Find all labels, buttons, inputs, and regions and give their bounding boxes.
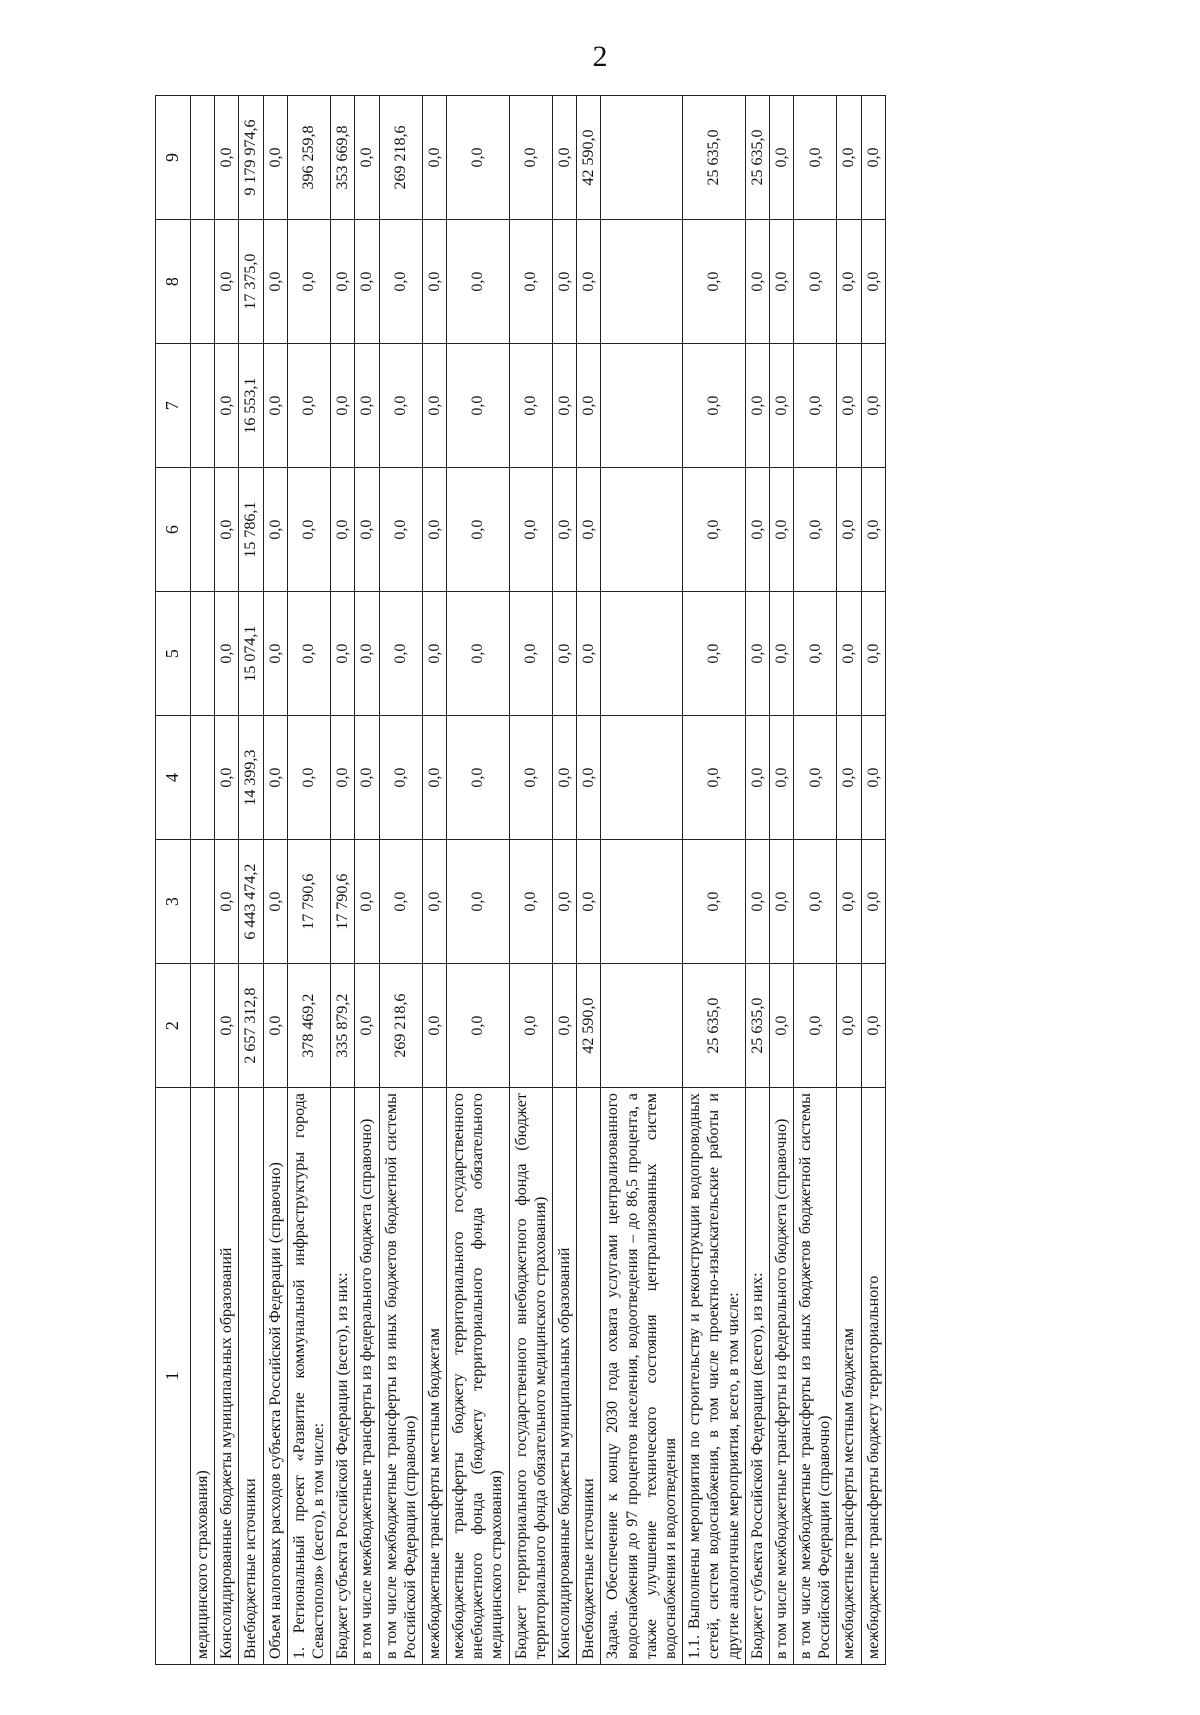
- value-cell: 0,0: [509, 964, 552, 1088]
- value-cell: 0,0: [837, 344, 861, 468]
- value-cell: 15 074,1: [239, 592, 263, 716]
- value-cell: 0,0: [577, 716, 601, 840]
- value-cell: 0,0: [215, 964, 239, 1088]
- table-body: [156, 96, 886, 1665]
- value-cell: 0,0: [577, 840, 601, 964]
- value-cell: 0,0: [861, 716, 885, 840]
- value-cell: [191, 96, 215, 220]
- value-cell: 14 399,3: [239, 716, 263, 840]
- value-cell: 0,0: [837, 964, 861, 1088]
- value-cell: 269 218,6: [379, 964, 422, 1088]
- value-cell: 0,0: [331, 468, 355, 592]
- value-cell: [601, 840, 683, 964]
- value-cell: 0,0: [769, 468, 793, 592]
- value-cell: 0,0: [577, 592, 601, 716]
- header-cell: 7: [156, 344, 191, 468]
- value-cell: 396 259,8: [287, 96, 330, 220]
- value-cell: 0,0: [553, 220, 577, 344]
- value-cell: [191, 220, 215, 344]
- value-cell: 0,0: [355, 344, 379, 468]
- value-cell: [601, 716, 683, 840]
- value-cell: [191, 716, 215, 840]
- table-row: [331, 96, 355, 1665]
- value-cell: 0,0: [745, 592, 769, 716]
- value-cell: 0,0: [447, 964, 510, 1088]
- value-cell: 0,0: [422, 964, 446, 1088]
- value-cell: 15 786,1: [239, 468, 263, 592]
- table-row: [861, 96, 885, 1665]
- table-row: [553, 96, 577, 1665]
- value-cell: [601, 220, 683, 344]
- value-cell: 0,0: [287, 220, 330, 344]
- header-cell: 1: [156, 1088, 191, 1665]
- value-cell: 0,0: [379, 468, 422, 592]
- table-row: [601, 96, 683, 1665]
- page-number: 2: [592, 40, 608, 73]
- value-cell: 0,0: [683, 220, 746, 344]
- value-cell: 0,0: [287, 716, 330, 840]
- value-cell: 0,0: [794, 344, 837, 468]
- value-cell: 0,0: [447, 344, 510, 468]
- value-cell: 0,0: [794, 592, 837, 716]
- value-cell: 0,0: [331, 220, 355, 344]
- value-cell: 0,0: [794, 96, 837, 220]
- table-row: [355, 96, 379, 1665]
- row-label: Бюджет территориального государственного внебюджетного фонда (бюджет территориального фонда обязательного медицинского страхования): [509, 1088, 552, 1665]
- value-cell: 0,0: [794, 468, 837, 592]
- row-label: в том числе межбюджетные трансферты из иных бюджетов бюджетной системы Российской Федерации (справочно): [379, 1088, 422, 1665]
- value-cell: 0,0: [509, 468, 552, 592]
- value-cell: 0,0: [509, 592, 552, 716]
- value-cell: 0,0: [287, 344, 330, 468]
- row-label: Внебюджетные источники: [239, 1088, 263, 1665]
- value-cell: 0,0: [447, 592, 510, 716]
- value-cell: 17 790,6: [331, 840, 355, 964]
- value-cell: 0,0: [837, 468, 861, 592]
- value-cell: 0,0: [447, 220, 510, 344]
- row-label: в том числе межбюджетные трансферты из федерального бюджета (справочно): [355, 1088, 379, 1665]
- value-cell: 269 218,6: [379, 96, 422, 220]
- value-cell: 0,0: [837, 840, 861, 964]
- value-cell: 16 553,1: [239, 344, 263, 468]
- value-cell: 0,0: [422, 592, 446, 716]
- value-cell: 0,0: [215, 716, 239, 840]
- row-label: межбюджетные трансферты бюджету территориального государственного внебюджетного фонда (бюджету территориального фонда обязательного медицинского страхования): [447, 1088, 510, 1665]
- table-row: [263, 96, 287, 1665]
- value-cell: [601, 344, 683, 468]
- row-label: Бюджет субъекта Российской Федерации (всего), из них:: [331, 1088, 355, 1665]
- value-cell: 0,0: [509, 716, 552, 840]
- value-cell: 0,0: [379, 592, 422, 716]
- value-cell: 0,0: [683, 716, 746, 840]
- value-cell: 0,0: [355, 96, 379, 220]
- header-cell: 4: [156, 716, 191, 840]
- value-cell: 25 635,0: [683, 964, 746, 1088]
- row-label: межбюджетные трансферты местным бюджетам: [837, 1088, 861, 1665]
- table-row: [577, 96, 601, 1665]
- value-cell: 0,0: [769, 592, 793, 716]
- value-cell: 0,0: [769, 96, 793, 220]
- value-cell: 0,0: [447, 468, 510, 592]
- budget-table: [155, 95, 886, 1665]
- value-cell: [191, 840, 215, 964]
- value-cell: 0,0: [509, 840, 552, 964]
- value-cell: 25 635,0: [683, 96, 746, 220]
- header-cell: 6: [156, 468, 191, 592]
- value-cell: 0,0: [263, 716, 287, 840]
- value-cell: 0,0: [794, 220, 837, 344]
- value-cell: 0,0: [553, 840, 577, 964]
- value-cell: 0,0: [577, 468, 601, 592]
- value-cell: 0,0: [263, 220, 287, 344]
- value-cell: 335 879,2: [331, 964, 355, 1088]
- table-row: [837, 96, 861, 1665]
- value-cell: 6 443 474,2: [239, 840, 263, 964]
- value-cell: 0,0: [379, 840, 422, 964]
- value-cell: 0,0: [861, 468, 885, 592]
- table-row: [769, 96, 793, 1665]
- value-cell: 17 375,0: [239, 220, 263, 344]
- value-cell: 0,0: [837, 716, 861, 840]
- header-cell: 2: [156, 964, 191, 1088]
- value-cell: 0,0: [355, 468, 379, 592]
- value-cell: 0,0: [769, 220, 793, 344]
- value-cell: 0,0: [861, 964, 885, 1088]
- value-cell: 0,0: [215, 592, 239, 716]
- value-cell: 0,0: [263, 964, 287, 1088]
- table-row: [287, 96, 330, 1665]
- row-label: Задача. Обеспечение к концу 2030 года охвата услугами централизованного водоснабжения до 97 процентов населения, водоотведения – до 86,5 процента, а также улучшение технического состояния централизованных систем водоснабжения и водоотведения: [601, 1088, 683, 1665]
- value-cell: [601, 964, 683, 1088]
- value-cell: 9 179 974,6: [239, 96, 263, 220]
- value-cell: 0,0: [745, 468, 769, 592]
- table-row: [239, 96, 263, 1665]
- row-label: 1.1. Выполнены мероприятия по строительству и реконструкции водопроводных сетей, систем водоснабжения, в том числе проектно-изыскательские работы и другие аналогичные мероприятия, всего, в том числе:: [683, 1088, 746, 1665]
- value-cell: 0,0: [215, 344, 239, 468]
- value-cell: 0,0: [422, 468, 446, 592]
- value-cell: 378 469,2: [287, 964, 330, 1088]
- table-row: [794, 96, 837, 1665]
- value-cell: [191, 964, 215, 1088]
- value-cell: 0,0: [794, 716, 837, 840]
- table-row: [191, 96, 215, 1665]
- value-cell: 0,0: [422, 716, 446, 840]
- value-cell: 0,0: [861, 344, 885, 468]
- value-cell: 0,0: [379, 344, 422, 468]
- row-label: Бюджет субъекта Российской Федерации (всего), из них:: [745, 1088, 769, 1665]
- value-cell: 0,0: [683, 344, 746, 468]
- value-cell: 0,0: [331, 344, 355, 468]
- value-cell: 0,0: [553, 468, 577, 592]
- value-cell: 0,0: [794, 840, 837, 964]
- value-cell: 0,0: [683, 840, 746, 964]
- value-cell: 42 590,0: [577, 96, 601, 220]
- value-cell: 0,0: [215, 220, 239, 344]
- row-label: Объем налоговых расходов субъекта Российской Федерации (справочно): [263, 1088, 287, 1665]
- row-label: в том числе межбюджетные трансферты из федерального бюджета (справочно): [769, 1088, 793, 1665]
- value-cell: 2 657 312,8: [239, 964, 263, 1088]
- value-cell: 0,0: [509, 96, 552, 220]
- value-cell: 0,0: [447, 716, 510, 840]
- value-cell: 0,0: [509, 220, 552, 344]
- value-cell: 0,0: [683, 592, 746, 716]
- value-cell: 42 590,0: [577, 964, 601, 1088]
- value-cell: 0,0: [769, 840, 793, 964]
- value-cell: 0,0: [553, 964, 577, 1088]
- row-label: межбюджетные трансферты местным бюджетам: [422, 1088, 446, 1665]
- value-cell: 0,0: [553, 716, 577, 840]
- row-label: медицинского страхования): [191, 1088, 215, 1665]
- value-cell: 0,0: [745, 220, 769, 344]
- value-cell: 0,0: [553, 344, 577, 468]
- value-cell: 0,0: [422, 344, 446, 468]
- value-cell: [191, 344, 215, 468]
- value-cell: 17 790,6: [287, 840, 330, 964]
- value-cell: 25 635,0: [745, 96, 769, 220]
- value-cell: 0,0: [287, 468, 330, 592]
- value-cell: 0,0: [215, 96, 239, 220]
- table-row: [447, 96, 510, 1665]
- value-cell: 0,0: [769, 964, 793, 1088]
- table-row: [215, 96, 239, 1665]
- value-cell: 0,0: [837, 220, 861, 344]
- value-cell: 0,0: [355, 220, 379, 344]
- value-cell: [601, 96, 683, 220]
- value-cell: 0,0: [355, 592, 379, 716]
- value-cell: 0,0: [745, 840, 769, 964]
- value-cell: 0,0: [263, 840, 287, 964]
- value-cell: 0,0: [422, 220, 446, 344]
- value-cell: 0,0: [379, 220, 422, 344]
- value-cell: 0,0: [861, 840, 885, 964]
- value-cell: 0,0: [422, 96, 446, 220]
- value-cell: 0,0: [769, 344, 793, 468]
- value-cell: 25 635,0: [745, 964, 769, 1088]
- value-cell: 0,0: [447, 96, 510, 220]
- value-cell: 0,0: [355, 716, 379, 840]
- value-cell: 0,0: [355, 840, 379, 964]
- value-cell: 0,0: [263, 468, 287, 592]
- value-cell: 0,0: [287, 592, 330, 716]
- value-cell: 0,0: [215, 840, 239, 964]
- value-cell: 0,0: [837, 96, 861, 220]
- value-cell: 0,0: [422, 840, 446, 964]
- row-label: Внебюджетные источники: [577, 1088, 601, 1665]
- value-cell: 0,0: [577, 344, 601, 468]
- row-label: межбюджетные трансферты бюджету территориального: [861, 1088, 885, 1665]
- value-cell: [601, 592, 683, 716]
- value-cell: 0,0: [794, 964, 837, 1088]
- value-cell: 353 669,8: [331, 96, 355, 220]
- value-cell: [191, 468, 215, 592]
- value-cell: 0,0: [861, 220, 885, 344]
- value-cell: 0,0: [683, 468, 746, 592]
- value-cell: 0,0: [263, 344, 287, 468]
- value-cell: 0,0: [745, 716, 769, 840]
- value-cell: 0,0: [745, 344, 769, 468]
- value-cell: 0,0: [379, 716, 422, 840]
- header-cell: 9: [156, 96, 191, 220]
- value-cell: 0,0: [577, 220, 601, 344]
- value-cell: 0,0: [553, 96, 577, 220]
- table-row: [683, 96, 746, 1665]
- value-cell: [191, 592, 215, 716]
- row-label: 1. Региональный проект «Развитие коммунальной инфраструктуры города Севастополя» (всего), в том числе:: [287, 1088, 330, 1665]
- row-label: Консолидированные бюджеты муниципальных образований: [215, 1088, 239, 1665]
- row-label: в том числе межбюджетные трансферты из иных бюджетов бюджетной системы Российской Федерации (справочно): [794, 1088, 837, 1665]
- value-cell: 0,0: [509, 344, 552, 468]
- value-cell: 0,0: [769, 716, 793, 840]
- rotated-table-container: [155, 95, 1060, 1665]
- header-cell: 5: [156, 592, 191, 716]
- table-row: [379, 96, 422, 1665]
- header-cell: 3: [156, 840, 191, 964]
- value-cell: 0,0: [331, 592, 355, 716]
- value-cell: 0,0: [861, 96, 885, 220]
- value-cell: 0,0: [355, 964, 379, 1088]
- header-row: [156, 96, 191, 1665]
- header-cell: 8: [156, 220, 191, 344]
- value-cell: 0,0: [861, 592, 885, 716]
- value-cell: 0,0: [553, 592, 577, 716]
- table-row: [509, 96, 552, 1665]
- value-cell: 0,0: [331, 716, 355, 840]
- value-cell: 0,0: [837, 592, 861, 716]
- value-cell: 0,0: [263, 592, 287, 716]
- row-label: Консолидированные бюджеты муниципальных образований: [553, 1088, 577, 1665]
- value-cell: 0,0: [263, 96, 287, 220]
- value-cell: 0,0: [215, 468, 239, 592]
- value-cell: 0,0: [447, 840, 510, 964]
- table-row: [745, 96, 769, 1665]
- value-cell: [601, 468, 683, 592]
- table-row: [422, 96, 446, 1665]
